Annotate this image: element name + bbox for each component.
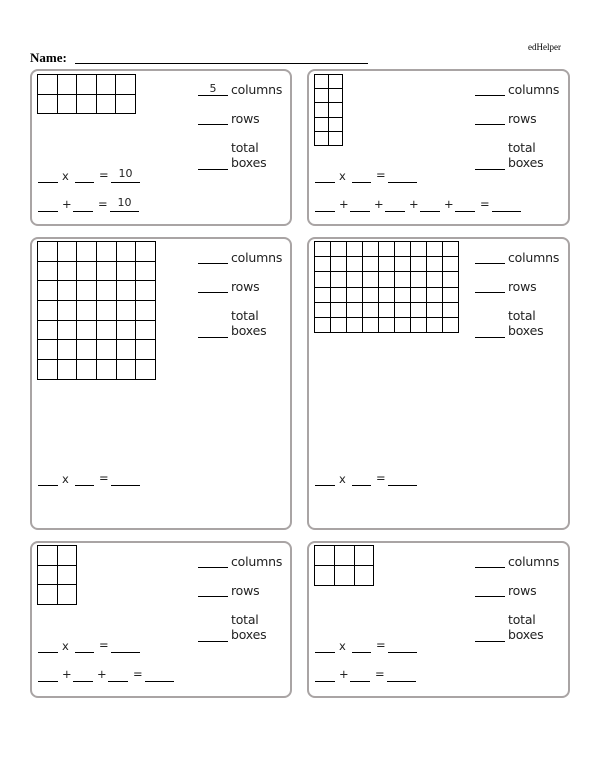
plus-sign: + [97, 667, 107, 681]
box-array-grid [314, 241, 459, 333]
grid-cell [38, 301, 58, 321]
rows-label: rows [508, 583, 537, 598]
columns-answer-line[interactable] [198, 567, 228, 568]
columns-label: columns [508, 250, 560, 265]
addend-blank[interactable] [420, 211, 440, 212]
grid-cell [411, 302, 427, 317]
equals-sign: = [99, 471, 109, 485]
grid-cell [315, 89, 329, 103]
rows-label: rows [508, 111, 537, 126]
equals-sign: = [98, 197, 108, 211]
total-label: total [231, 140, 259, 155]
grid-cell [77, 261, 97, 281]
grid-cell [331, 272, 347, 287]
grid-cell [57, 565, 77, 585]
grid-cell [136, 320, 156, 340]
grid-cell [57, 546, 77, 566]
grid-cell [77, 94, 97, 114]
grid-cell [379, 302, 395, 317]
total-label: total [508, 140, 536, 155]
grid-cell [363, 287, 379, 302]
grid-cell [363, 317, 379, 332]
grid-cell [136, 301, 156, 321]
grid-cell [97, 242, 117, 262]
grid-cell [347, 272, 363, 287]
equals-sign: = [133, 667, 143, 681]
equals-sign: = [376, 471, 386, 485]
rows-answer-line[interactable] [475, 124, 505, 125]
grid-cell [57, 585, 77, 605]
grid-cell [97, 360, 117, 380]
plus-sign: + [62, 667, 72, 681]
rows-label: rows [231, 583, 260, 598]
columns-answer: 5 [209, 82, 217, 95]
sum-blank[interactable] [145, 681, 174, 682]
grid-cell [334, 565, 354, 585]
grid-cell [347, 257, 363, 272]
product-blank[interactable] [111, 652, 140, 653]
columns-answer-line[interactable] [198, 263, 228, 264]
factor-2-blank[interactable] [352, 182, 371, 183]
grid-cell [395, 257, 411, 272]
factor-2-blank[interactable] [75, 652, 94, 653]
grid-cell [116, 261, 136, 281]
grid-cell [38, 94, 58, 114]
grid-cell [97, 281, 117, 301]
grid-cell [331, 317, 347, 332]
addend-blank[interactable] [73, 681, 93, 682]
plus-sign: + [339, 667, 349, 681]
factor-1-blank[interactable] [315, 182, 335, 183]
product-blank[interactable] [111, 485, 140, 486]
box-array-grid [314, 545, 374, 586]
grid-cell [38, 75, 58, 95]
grid-cell [116, 281, 136, 301]
columns-answer-line[interactable] [198, 95, 228, 96]
grid-cell [331, 257, 347, 272]
factor-1-blank[interactable] [38, 652, 58, 653]
product-blank[interactable] [388, 182, 417, 183]
grid-cell [347, 317, 363, 332]
grid-cell [136, 340, 156, 360]
grid-cell [331, 242, 347, 257]
addend-blank[interactable] [350, 681, 370, 682]
grid-cell [97, 261, 117, 281]
grid-cell [347, 287, 363, 302]
grid-cell [354, 565, 374, 585]
box-array-grid [37, 545, 77, 605]
grid-cell [116, 340, 136, 360]
grid-cell [315, 546, 335, 566]
sum-answer: 10 [117, 196, 132, 209]
grid-cell [443, 317, 459, 332]
grid-cell [411, 317, 427, 332]
grid-cell [116, 242, 136, 262]
factor-2-blank[interactable] [352, 652, 371, 653]
grid-cell [379, 272, 395, 287]
grid-cell [329, 103, 343, 117]
columns-label: columns [231, 554, 283, 569]
grid-cell [315, 257, 331, 272]
brand-label: edHelper [528, 42, 561, 52]
factor-1-blank[interactable] [38, 485, 58, 486]
grid-cell [77, 301, 97, 321]
box-array-grid [37, 241, 156, 380]
grid-cell [379, 317, 395, 332]
grid-cell [77, 281, 97, 301]
grid-cell [363, 302, 379, 317]
plus-sign: + [62, 197, 72, 211]
times-sign: x [62, 169, 69, 183]
name-label: Name: [30, 50, 67, 65]
product-blank[interactable] [388, 485, 417, 486]
addend-blank[interactable] [38, 211, 58, 212]
addend-blank[interactable] [315, 211, 335, 212]
total-answer-line[interactable] [475, 169, 505, 170]
grid-cell [411, 272, 427, 287]
columns-answer-line[interactable] [475, 567, 505, 568]
rows-label: rows [231, 111, 260, 126]
grid-cell [97, 301, 117, 321]
product-blank[interactable] [111, 182, 140, 183]
grid-cell [57, 281, 77, 301]
grid-cell [315, 242, 331, 257]
addend-blank[interactable] [350, 211, 370, 212]
product-answer: 10 [118, 167, 133, 180]
grid-cell [379, 242, 395, 257]
grid-cell [363, 257, 379, 272]
rows-answer-line[interactable] [475, 292, 505, 293]
grid-cell [38, 565, 58, 585]
total-label: total [508, 612, 536, 627]
grid-cell [411, 287, 427, 302]
grid-cell [395, 317, 411, 332]
factor-1-blank[interactable] [315, 485, 335, 486]
grid-cell [443, 257, 459, 272]
grid-cell [443, 272, 459, 287]
addend-blank[interactable] [455, 211, 475, 212]
boxes-label: boxes [508, 323, 544, 338]
grid-cell [443, 302, 459, 317]
columns-label: columns [231, 250, 283, 265]
times-sign: x [339, 169, 346, 183]
grid-cell [136, 261, 156, 281]
grid-cell [136, 242, 156, 262]
sum-blank[interactable] [387, 681, 416, 682]
grid-cell [315, 75, 329, 89]
grid-cell [443, 242, 459, 257]
rows-label: rows [508, 279, 537, 294]
grid-cell [395, 272, 411, 287]
equals-sign: = [99, 168, 109, 182]
box-array-grid [314, 74, 343, 146]
grid-cell [347, 302, 363, 317]
total-label: total [231, 612, 259, 627]
grid-cell [379, 287, 395, 302]
total-label: total [508, 308, 536, 323]
grid-cell [38, 320, 58, 340]
grid-cell [77, 360, 97, 380]
equals-sign: = [376, 638, 386, 652]
equals-sign: = [376, 168, 386, 182]
grid-cell [329, 117, 343, 131]
name-input-line[interactable] [75, 63, 368, 64]
grid-cell [77, 320, 97, 340]
grid-cell [427, 317, 443, 332]
factor-1-blank[interactable] [38, 182, 58, 183]
grid-cell [363, 272, 379, 287]
grid-cell [427, 302, 443, 317]
total-answer-line[interactable] [475, 337, 505, 338]
grid-cell [116, 320, 136, 340]
rows-label: rows [231, 279, 260, 294]
box-array-grid [37, 74, 136, 114]
grid-cell [57, 94, 77, 114]
grid-cell [395, 302, 411, 317]
boxes-label: boxes [231, 627, 267, 642]
grid-cell [315, 287, 331, 302]
grid-cell [38, 281, 58, 301]
grid-cell [116, 301, 136, 321]
grid-cell [116, 360, 136, 380]
grid-cell [97, 340, 117, 360]
addend-blank[interactable] [73, 211, 93, 212]
columns-label: columns [508, 554, 560, 569]
grid-cell [57, 340, 77, 360]
grid-cell [379, 257, 395, 272]
grid-cell [347, 242, 363, 257]
columns-answer-line[interactable] [475, 95, 505, 96]
grid-cell [315, 272, 331, 287]
grid-cell [57, 320, 77, 340]
grid-cell [427, 272, 443, 287]
plus-sign: + [409, 197, 419, 211]
boxes-label: boxes [508, 155, 544, 170]
grid-cell [57, 242, 77, 262]
total-answer-line[interactable] [475, 641, 505, 642]
addend-blank[interactable] [38, 681, 58, 682]
grid-cell [57, 75, 77, 95]
grid-cell [116, 94, 136, 114]
addend-blank[interactable] [315, 681, 335, 682]
grid-cell [38, 242, 58, 262]
total-answer-line[interactable] [198, 337, 228, 338]
rows-answer-line[interactable] [198, 124, 228, 125]
times-sign: x [62, 472, 69, 486]
grid-cell [38, 261, 58, 281]
plus-sign: + [339, 197, 349, 211]
sum-blank[interactable] [492, 211, 521, 212]
rows-answer-line[interactable] [198, 596, 228, 597]
equals-sign: = [375, 667, 385, 681]
total-answer-line[interactable] [198, 641, 228, 642]
rows-answer-line[interactable] [475, 596, 505, 597]
boxes-label: boxes [508, 627, 544, 642]
columns-label: columns [508, 82, 560, 97]
columns-answer-line[interactable] [475, 263, 505, 264]
grid-cell [136, 360, 156, 380]
grid-cell [411, 242, 427, 257]
equals-sign: = [99, 638, 109, 652]
grid-cell [97, 320, 117, 340]
grid-cell [38, 340, 58, 360]
grid-cell [411, 257, 427, 272]
grid-cell [96, 94, 116, 114]
grid-cell [315, 565, 335, 585]
grid-cell [77, 75, 97, 95]
plus-sign: + [444, 197, 454, 211]
times-sign: x [339, 639, 346, 653]
columns-label: columns [231, 82, 283, 97]
grid-cell [334, 546, 354, 566]
factor-1-blank[interactable] [315, 652, 335, 653]
grid-cell [331, 302, 347, 317]
grid-cell [395, 287, 411, 302]
factor-2-blank[interactable] [75, 182, 94, 183]
product-blank[interactable] [388, 652, 417, 653]
equals-sign: = [480, 197, 490, 211]
grid-cell [315, 131, 329, 145]
total-label: total [231, 308, 259, 323]
sum-blank[interactable] [110, 211, 139, 212]
boxes-label: boxes [231, 155, 267, 170]
addend-blank[interactable] [108, 681, 128, 682]
grid-cell [329, 131, 343, 145]
grid-cell [116, 75, 136, 95]
factor-2-blank[interactable] [352, 485, 371, 486]
grid-cell [57, 360, 77, 380]
grid-cell [329, 75, 343, 89]
grid-cell [96, 75, 116, 95]
grid-cell [354, 546, 374, 566]
times-sign: x [339, 472, 346, 486]
plus-sign: + [374, 197, 384, 211]
grid-cell [315, 302, 331, 317]
grid-cell [427, 257, 443, 272]
grid-cell [443, 287, 459, 302]
grid-cell [136, 281, 156, 301]
grid-cell [363, 242, 379, 257]
grid-cell [77, 340, 97, 360]
times-sign: x [62, 639, 69, 653]
addend-blank[interactable] [385, 211, 405, 212]
grid-cell [38, 585, 58, 605]
grid-cell [395, 242, 411, 257]
grid-cell [315, 117, 329, 131]
rows-answer-line[interactable] [198, 292, 228, 293]
grid-cell [38, 546, 58, 566]
grid-cell [329, 89, 343, 103]
grid-cell [77, 242, 97, 262]
grid-cell [315, 103, 329, 117]
grid-cell [331, 287, 347, 302]
total-answer-line[interactable] [198, 169, 228, 170]
grid-cell [315, 317, 331, 332]
factor-2-blank[interactable] [75, 485, 94, 486]
grid-cell [57, 261, 77, 281]
grid-cell [38, 360, 58, 380]
grid-cell [57, 301, 77, 321]
grid-cell [427, 242, 443, 257]
boxes-label: boxes [231, 323, 267, 338]
grid-cell [427, 287, 443, 302]
